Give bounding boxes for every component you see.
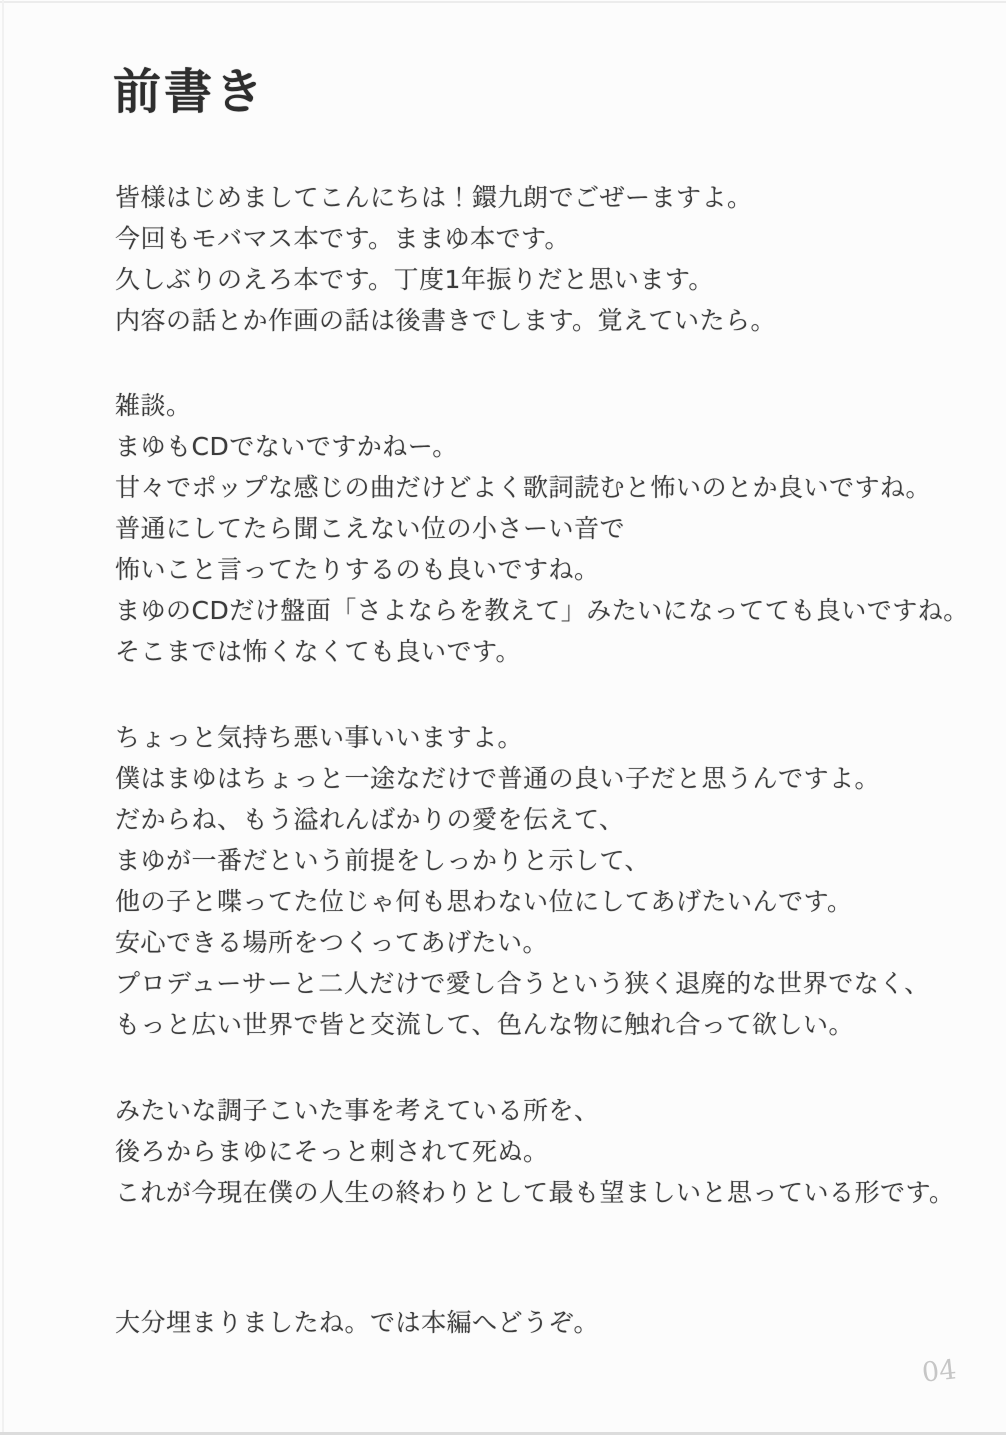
text-line: ちょっと気持ち悪い事いいますよ。 <box>115 723 524 752</box>
text-line: 僕はまゆはちょっと一途なだけで普通の良い子だと思うんですよ。 <box>115 764 881 793</box>
text-line: 安心できる場所をつくってあげたい。 <box>115 928 549 957</box>
text-line: 怖いこと言ってたりするのも良いですね。 <box>115 555 600 584</box>
text-line: 大分埋まりましたね。では本編へどうぞ。 <box>115 1308 600 1337</box>
paragraph <box>115 717 966 1045</box>
page-title: 前書き <box>113 64 267 120</box>
text-line: まゆが一番だという前提をしっかりと示して、 <box>115 846 651 875</box>
text-line: 後ろからまゆにそっと刺されて死ぬ。 <box>115 1137 549 1166</box>
text-line: だからね、もう溢れんばかりの愛を伝えて、 <box>115 805 625 834</box>
text-line: これが今現在僕の人生の終わりとして最も望ましいと思っている形です。 <box>115 1178 955 1207</box>
text-line: 今回もモバマス本です。ままゆ本です。 <box>115 224 571 253</box>
paragraph <box>115 385 969 672</box>
text-line: 他の子と喋ってた位じゃ何も思わない位にしてあげたいんです。 <box>115 887 853 916</box>
text-line: 皆様はじめましてこんにちは！鐶九朗でごぜーますよ。 <box>115 183 753 212</box>
text-line: 久しぶりのえろ本です。丁度1年振りだと思います。 <box>115 265 714 294</box>
paragraph <box>115 177 966 341</box>
text-line: プロデューサーと二人だけで愛し合うという狭く退廃的な世界でなく、 <box>115 969 930 998</box>
text-line: 雑談。 <box>115 391 192 420</box>
text-line: みたいな調子こいた事を考えている所を、 <box>115 1096 600 1125</box>
paragraph <box>115 1090 966 1213</box>
text-line: 普通にしてたら聞こえない位の小さーい音で <box>115 514 626 543</box>
page-number: 04 <box>920 1354 958 1389</box>
text-line: 内容の話とか作画の話は後書きでします。覚えていたら。 <box>115 306 777 335</box>
text-line: 甘々でポップな感じの曲だけどよく歌詞読むと怖いのとか良いですね。 <box>115 473 932 502</box>
text-line: もっと広い世界で皆と交流して、色んな物に触れ合って欲しい。 <box>115 1010 855 1039</box>
text-line: まゆもCDでないですかねー。 <box>115 432 458 461</box>
text-line: まゆのCDだけ盤面「さよならを教えて」みたいになってても良いですね。 <box>115 596 969 625</box>
text-line: そこまでは怖くなくても良いです。 <box>115 637 522 666</box>
paragraph <box>115 1302 966 1343</box>
